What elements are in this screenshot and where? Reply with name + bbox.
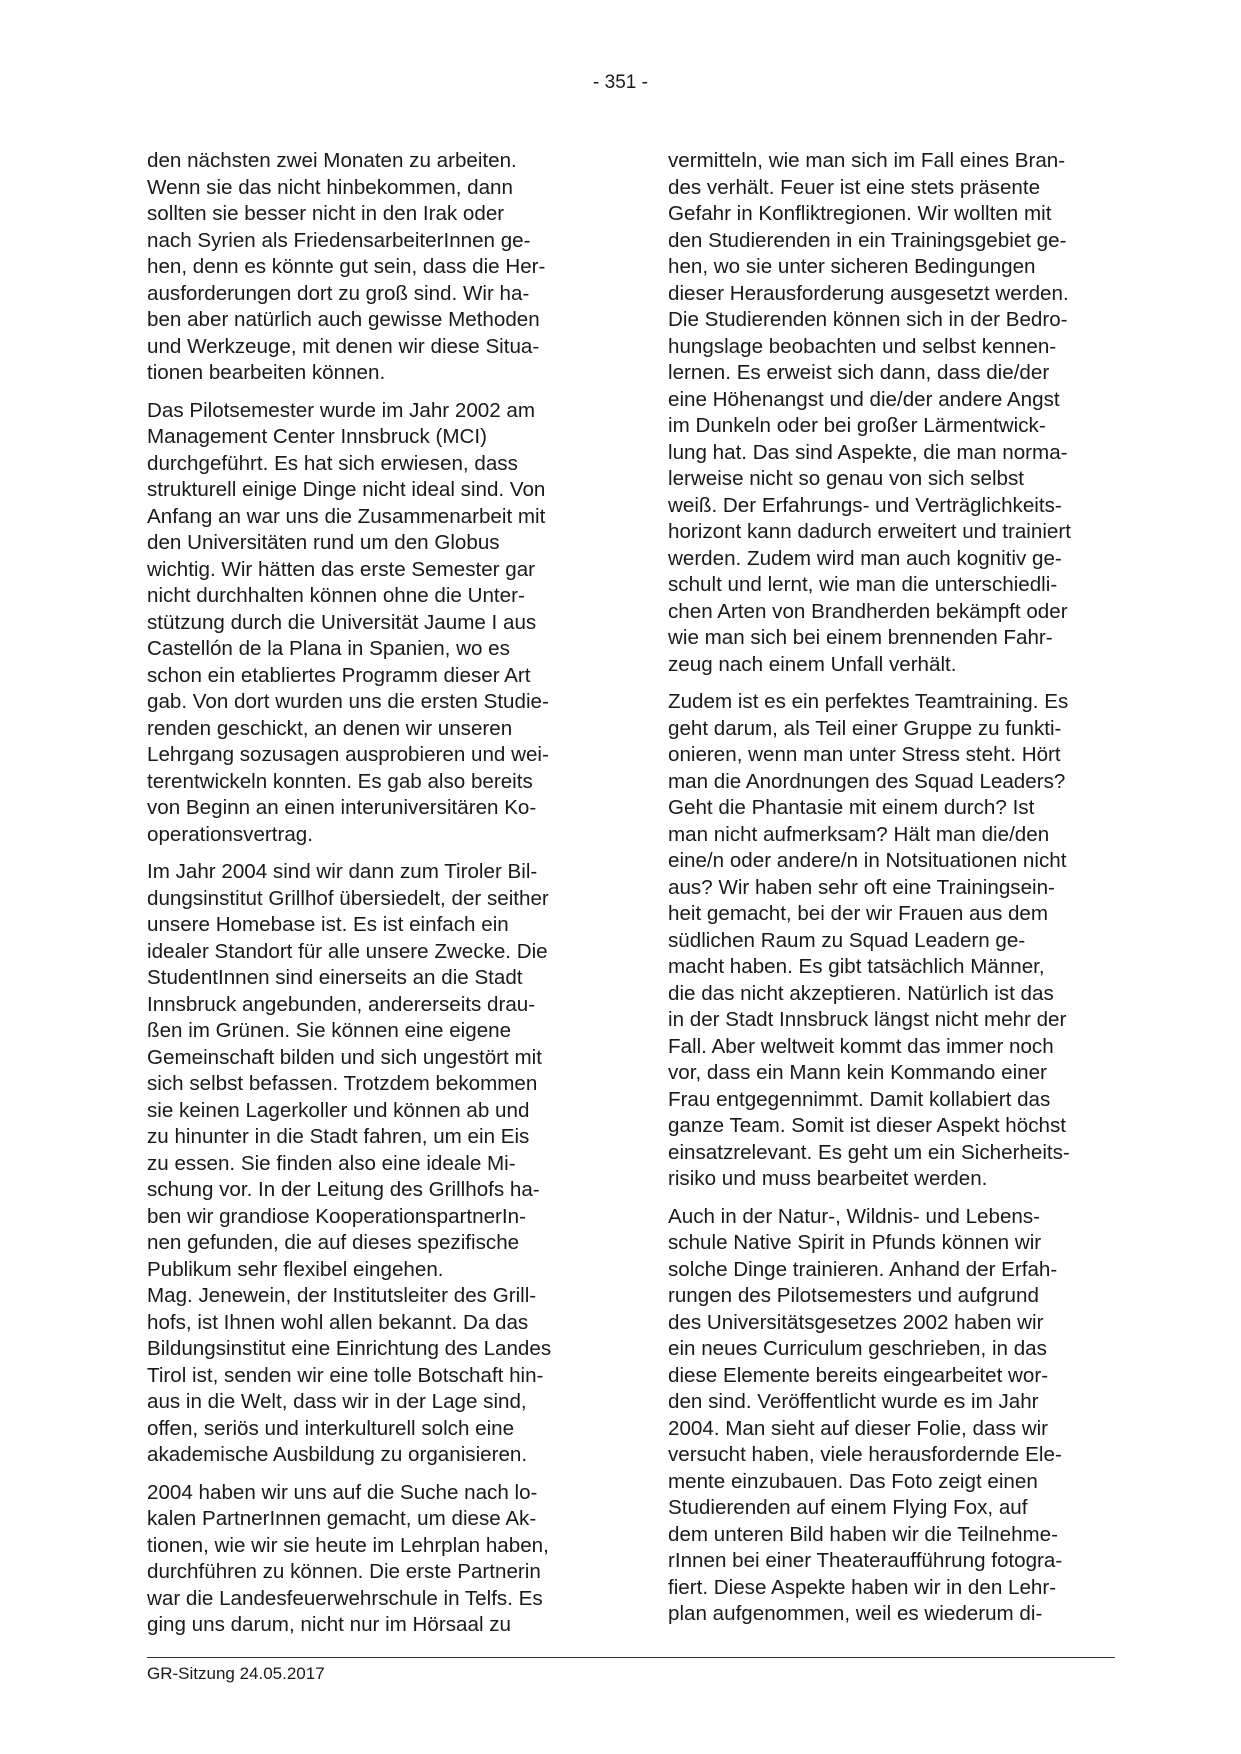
text-line: sollten sie besser nicht in den Irak oder bbox=[147, 202, 505, 225]
text-line: südlichen Raum zu Squad Leadern ge- bbox=[668, 928, 1026, 952]
text-line: Das Pilotsemester wurde im Jahr 2002 am bbox=[147, 398, 536, 422]
text-line: schung vor. In der Leitung des Grillhofs ha- bbox=[147, 1178, 540, 1201]
text-line: Zudem ist es ein perfektes Teamtraining. Es bbox=[668, 690, 1069, 713]
text-line: ßen im Grünen. Sie können eine eigene bbox=[147, 1019, 512, 1042]
text-line: Im Jahr 2004 sind wir dann zum Tiroler Bil- bbox=[147, 860, 538, 883]
text-line: den Studierenden in ein Trainingsgebiet ge- bbox=[668, 228, 1067, 252]
text-line: terentwickeln konnten. Es gab also bereits bbox=[147, 769, 533, 793]
text-line: 2004 haben wir uns auf die Suche nach lo- bbox=[147, 1480, 538, 1504]
text-line: akademische Ausbildung zu organisieren. bbox=[147, 1443, 528, 1466]
footer-divider bbox=[147, 1657, 1115, 1658]
text-line: den Universitäten rund um den Globus bbox=[147, 531, 500, 554]
text-line: werden. Zudem wird man auch kognitiv ge- bbox=[668, 546, 1062, 570]
text-line: idealer Standort für alle unsere Zwecke. Die bbox=[147, 939, 548, 963]
text-line: wichtig. Wir hätten das erste Semester gar bbox=[147, 557, 536, 581]
text-line: ben aber natürlich auch gewisse Methoden bbox=[147, 308, 540, 331]
text-line: lung hat. Das sind Aspekte, die man norma- bbox=[668, 440, 1068, 464]
text-line: tionen bearbeiten können. bbox=[147, 361, 386, 384]
text-line: StudentInnen sind einerseits an die Stadt bbox=[147, 966, 523, 989]
text-line: ein neues Curriculum geschrieben, in das bbox=[668, 1337, 1047, 1360]
text-line: vor, dass ein Mann kein Kommando einer bbox=[668, 1061, 1047, 1084]
text-line: dieser Herausforderung ausgesetzt werden. bbox=[668, 281, 1069, 305]
text-line: 2004. Man sieht auf dieser Folie, dass wir bbox=[668, 1416, 1049, 1440]
text-line: offen, seriös und interkulturell solch eine bbox=[147, 1416, 515, 1440]
text-line: eine Höhenangst und die/der andere Angst bbox=[668, 387, 1060, 411]
text-line: zeug nach einem Unfall verhält. bbox=[668, 652, 957, 676]
text-line: durchführen zu können. Die erste Partnerin bbox=[147, 1560, 541, 1583]
text-line: heit gemacht, bei der wir Frauen aus dem bbox=[668, 902, 1049, 925]
text-line: die das nicht akzeptieren. Natürlich ist das bbox=[668, 981, 1054, 1005]
text-line: Publikum sehr flexibel eingehen. bbox=[147, 1257, 444, 1281]
text-line: onieren, wenn man unter Stress steht. Hört bbox=[668, 743, 1061, 766]
text-line: schule Native Spirit in Pfunds können wir bbox=[668, 1231, 1042, 1254]
text-line: hen, denn es könnte gut sein, dass die Her- bbox=[147, 255, 546, 278]
text-line: von Beginn an einen interuniversitären Ko- bbox=[147, 796, 537, 819]
text-line: operationsvertrag. bbox=[147, 822, 313, 846]
text-line: den sind. Veröffentlicht wurde es im Jahr bbox=[668, 1390, 1039, 1413]
text-line: macht haben. Es gibt tatsächlich Männer, bbox=[668, 955, 1045, 978]
text-line: hen, wo sie unter sicheren Bedingungen bbox=[668, 255, 1036, 278]
text-line: rInnen bei einer Theateraufführung fotogra- bbox=[668, 1549, 1063, 1572]
text-line: Wenn sie das nicht hinbekommen, dann bbox=[147, 175, 513, 199]
text-line: Fall. Aber weltweit kommt das immer noch bbox=[668, 1034, 1054, 1058]
text-line: im Dunkeln oder bei großer Lärmentwick- bbox=[668, 414, 1046, 437]
paragraph bbox=[147, 148, 577, 387]
text-line: man die Anordnungen des Squad Leaders? bbox=[668, 769, 1066, 793]
text-line: Geht die Phantasie mit einem durch? Ist bbox=[668, 796, 1035, 819]
text-line: Bildungsinstitut eine Einrichtung des Landes bbox=[147, 1337, 552, 1360]
text-line: aus? Wir haben sehr oft eine Trainingsein- bbox=[668, 875, 1055, 899]
text-line: Anfang an war uns die Zusammenarbeit mit bbox=[147, 504, 546, 528]
paragraph bbox=[668, 689, 1098, 1193]
text-line: ben wir grandiose KooperationspartnerIn- bbox=[147, 1204, 526, 1228]
text-line: versucht haben, viele herausfordernde Ele- bbox=[668, 1443, 1062, 1466]
text-line: chen Arten von Brandherden bekämpft oder bbox=[668, 599, 1068, 623]
text-line: strukturell einige Dinge nicht ideal sind. Von bbox=[147, 478, 546, 501]
text-line: weiß. Der Erfahrungs- und Verträglichkeits- bbox=[668, 493, 1062, 517]
text-line: kalen PartnerInnen gemacht, um diese Ak- bbox=[147, 1507, 537, 1530]
paragraph bbox=[147, 859, 577, 1469]
text-line: horizont kann dadurch erweitert und trainiert bbox=[668, 520, 1071, 543]
left-column bbox=[147, 148, 577, 1650]
text-line: lerweise nicht so genau von sich selbst bbox=[668, 467, 1025, 490]
text-line: dungsinstitut Grillhof übersiedelt, der seither bbox=[147, 886, 549, 910]
paragraph bbox=[668, 1204, 1098, 1628]
text-line: den nächsten zwei Monaten zu arbeiten. bbox=[147, 149, 517, 172]
text-line: solche Dinge trainieren. Anhand der Erfah- bbox=[668, 1257, 1058, 1281]
right-column bbox=[668, 148, 1098, 1639]
text-line: renden geschickt, an denen wir unseren bbox=[147, 716, 513, 740]
text-line: des Universitätsgesetzes 2002 haben wir bbox=[668, 1310, 1044, 1334]
text-line: Innsbruck angebunden, andererseits drau- bbox=[147, 992, 536, 1016]
text-line: aus in die Welt, dass wir in der Lage sind, bbox=[147, 1390, 527, 1413]
text-line: unsere Homebase ist. Es ist einfach ein bbox=[147, 913, 509, 936]
text-line: Die Studierenden können sich in der Bedro- bbox=[668, 308, 1068, 331]
paragraph bbox=[147, 1480, 577, 1639]
text-line: diese Elemente bereits eingearbeitet wor- bbox=[668, 1363, 1049, 1387]
text-line: lernen. Es erweist sich dann, dass die/der bbox=[668, 361, 1050, 384]
text-line: Castellón de la Plana in Spanien, wo es bbox=[147, 637, 510, 660]
text-line: zu hinunter in die Stadt fahren, um ein Eis bbox=[147, 1125, 530, 1148]
text-line: Management Center Innsbruck (MCI) bbox=[147, 425, 487, 448]
text-line: ganze Team. Somit ist dieser Aspekt höchst bbox=[668, 1114, 1066, 1137]
text-line: wie man sich bei einem brennenden Fahr- bbox=[668, 626, 1053, 649]
text-line: ausforderungen dort zu groß sind. Wir ha- bbox=[147, 281, 530, 305]
text-line: tionen, wie wir sie heute im Lehrplan haben, bbox=[147, 1533, 549, 1557]
text-line: nicht durchhalten können ohne die Unter- bbox=[147, 584, 525, 607]
text-line: plan aufgenommen, weil es wiederum di- bbox=[668, 1602, 1043, 1625]
text-line: hofs, ist Ihnen wohl allen bekannt. Da das bbox=[147, 1310, 529, 1334]
text-line: schult und lernt, wie man die unterschiedli- bbox=[668, 573, 1058, 596]
text-line: Frau entgegennimmt. Damit kollabiert das bbox=[668, 1087, 1051, 1111]
text-line: Gefahr in Konfliktregionen. Wir wollten mit bbox=[668, 202, 1052, 225]
text-line: ging uns darum, nicht nur im Hörsaal zu bbox=[147, 1613, 511, 1636]
text-line: Gemeinschaft bilden und sich ungestört mit bbox=[147, 1045, 542, 1069]
text-line: in der Stadt Innsbruck längst nicht mehr der bbox=[668, 1008, 1067, 1031]
text-line: mente einzubauen. Das Foto zeigt einen bbox=[668, 1469, 1038, 1493]
text-line: einsatzrelevant. Es geht um ein Sicherheits- bbox=[668, 1140, 1070, 1164]
text-line: geht darum, als Teil einer Gruppe zu funkti- bbox=[668, 716, 1062, 740]
footer-session-date: GR-Sitzung 24.05.2017 bbox=[147, 1664, 325, 1683]
text-line: nen gefunden, die auf dieses spezifische bbox=[147, 1231, 520, 1254]
text-line: und Werkzeuge, mit denen wir diese Situa- bbox=[147, 334, 540, 358]
text-line: Auch in der Natur-, Wildnis- und Lebens- bbox=[668, 1204, 1041, 1228]
text-line: durchgeführt. Es hat sich erwiesen, dass bbox=[147, 451, 518, 475]
text-line: Studierenden auf einem Flying Fox, auf bbox=[668, 1496, 1028, 1519]
text-line: Tirol ist, senden wir eine tolle Botschaft hin- bbox=[147, 1363, 544, 1387]
text-line: gab. Von dort wurden uns die ersten Studie- bbox=[147, 690, 549, 713]
text-line: dem unteren Bild haben wir die Teilnehme- bbox=[668, 1522, 1058, 1546]
text-line: zu essen. Sie finden also eine ideale Mi- bbox=[147, 1151, 516, 1175]
text-line: risiko und muss bearbeitet werden. bbox=[668, 1167, 988, 1190]
text-line: war die Landesfeuerwehrschule in Telfs. Es bbox=[147, 1586, 543, 1610]
text-line: sie keinen Lagerkoller und können ab und bbox=[147, 1098, 530, 1122]
text-line: Lehrgang sozusagen ausprobieren und wei- bbox=[147, 743, 549, 766]
text-line: sich selbst befassen. Trotzdem bekommen bbox=[147, 1072, 538, 1095]
text-line: schon ein etabliertes Programm dieser Art bbox=[147, 663, 531, 687]
text-line: stützung durch die Universität Jaume I aus bbox=[147, 610, 537, 634]
page-number: - 351 - bbox=[593, 72, 648, 93]
text-line: vermitteln, wie man sich im Fall eines Bran- bbox=[668, 149, 1066, 172]
text-line: eine/n oder andere/n in Notsituationen nicht bbox=[668, 849, 1067, 872]
text-line: man nicht aufmerksam? Hält man die/den bbox=[668, 822, 1050, 846]
paragraph bbox=[668, 148, 1098, 678]
text-line: hungslage beobachten und selbst kennen- bbox=[668, 334, 1057, 358]
text-line: des verhält. Feuer ist eine stets präsente bbox=[668, 175, 1041, 199]
paragraph bbox=[147, 398, 577, 849]
text-line: Mag. Jenewein, der Institutsleiter des Grill- bbox=[147, 1284, 537, 1307]
text-line: nach Syrien als FriedensarbeiterInnen ge- bbox=[147, 228, 531, 252]
text-line: rungen des Pilotsemesters und aufgrund bbox=[668, 1284, 1039, 1307]
text-line: fiert. Diese Aspekte haben wir in den Lehr- bbox=[668, 1575, 1057, 1599]
